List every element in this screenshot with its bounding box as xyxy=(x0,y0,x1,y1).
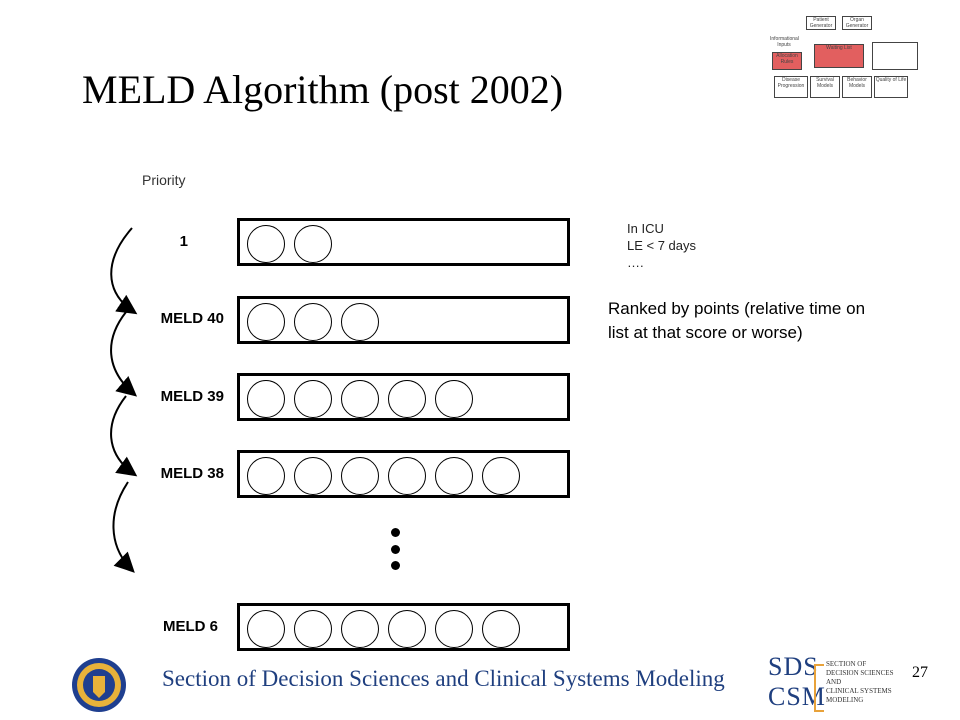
model-thumbnail xyxy=(766,14,918,98)
queue-label-meld-40: MELD 40 xyxy=(160,310,224,327)
ranking-note: Ranked by points (relative time on list at that score or worse) xyxy=(608,299,866,342)
footer-section-name: Section of Decision Sciences and Clinical Systems Modeling xyxy=(162,666,725,691)
logo-csm: CSM xyxy=(768,682,826,711)
arrow-38-to-6 xyxy=(113,482,132,570)
patient-circle xyxy=(247,380,285,418)
patient-circle xyxy=(341,610,379,648)
note-line-ellipsis: …. xyxy=(627,255,644,270)
patient-circle xyxy=(388,380,426,418)
thumb-box-inputs: Informational Inputs xyxy=(770,36,799,48)
thumb-box-rules: Allocation Rules xyxy=(772,52,802,70)
queue-box-meld-6 xyxy=(237,603,570,651)
queue-box-meld-39 xyxy=(237,373,570,421)
patient-circle xyxy=(247,457,285,495)
ellipsis-dot xyxy=(391,528,400,537)
thumb-box-disease: Disease Progression xyxy=(774,76,808,98)
patient-circle xyxy=(341,380,379,418)
patient-circle xyxy=(435,610,473,648)
patient-circle xyxy=(294,610,332,648)
patient-circle xyxy=(435,457,473,495)
patient-circle xyxy=(435,380,473,418)
ellipsis-dot xyxy=(391,545,400,554)
thumb-box-list: Waiting List xyxy=(814,44,864,68)
thumb-box-organ: Organ Generator xyxy=(842,16,872,30)
thumb-box-outputs xyxy=(872,42,918,70)
thumb-box-qol: Quality of Life xyxy=(874,76,908,98)
patient-circle xyxy=(341,457,379,495)
queue-label-meld-38: MELD 38 xyxy=(160,465,224,482)
thumb-box-behavior: Behavior Models xyxy=(842,76,872,98)
queue-label-meld-39: MELD 39 xyxy=(160,388,224,405)
queue-box-meld-40 xyxy=(237,296,570,344)
arrow-39-to-38 xyxy=(111,396,134,474)
university-seal-logo xyxy=(70,656,128,714)
patient-circle xyxy=(294,225,332,263)
patient-circle xyxy=(341,303,379,341)
thumb-box-patient: Patient Generator xyxy=(806,16,836,30)
page-number: 27 xyxy=(912,664,928,681)
priority-label: Priority xyxy=(142,172,186,188)
logo-sds: SDS xyxy=(768,652,819,681)
note-line-icu: In ICU xyxy=(627,221,664,236)
patient-circle xyxy=(388,610,426,648)
patient-circle xyxy=(247,610,285,648)
arrow-40-to-39 xyxy=(111,312,134,394)
patient-circle xyxy=(482,457,520,495)
logo-legend: SECTION OF DECISION SCIENCES AND CLINICAL SYSTEMS MODELING xyxy=(826,660,894,704)
queue-label-priority-1: 1 xyxy=(179,233,188,250)
patient-circle xyxy=(294,457,332,495)
thumb-box-survival: Survival Models xyxy=(810,76,840,98)
patient-circle xyxy=(294,303,332,341)
patient-circle xyxy=(247,225,285,263)
arrow-1-to-40 xyxy=(111,228,134,312)
patient-circle xyxy=(388,457,426,495)
logo-divider xyxy=(814,664,824,712)
patient-circle xyxy=(482,610,520,648)
slide-title: MELD Algorithm (post 2002) xyxy=(82,67,564,112)
queue-box-meld-38 xyxy=(237,450,570,498)
priority-criteria-note xyxy=(627,220,696,271)
flow-arrows xyxy=(100,220,160,580)
patient-circle xyxy=(294,380,332,418)
queue-label-meld-6: MELD 6 xyxy=(162,618,218,635)
queue-box-priority-1 xyxy=(237,218,570,266)
patient-circle xyxy=(247,303,285,341)
sds-csm-logo xyxy=(768,652,898,712)
ellipsis-dot xyxy=(391,561,400,570)
note-line-le: LE < 7 days xyxy=(627,238,697,253)
